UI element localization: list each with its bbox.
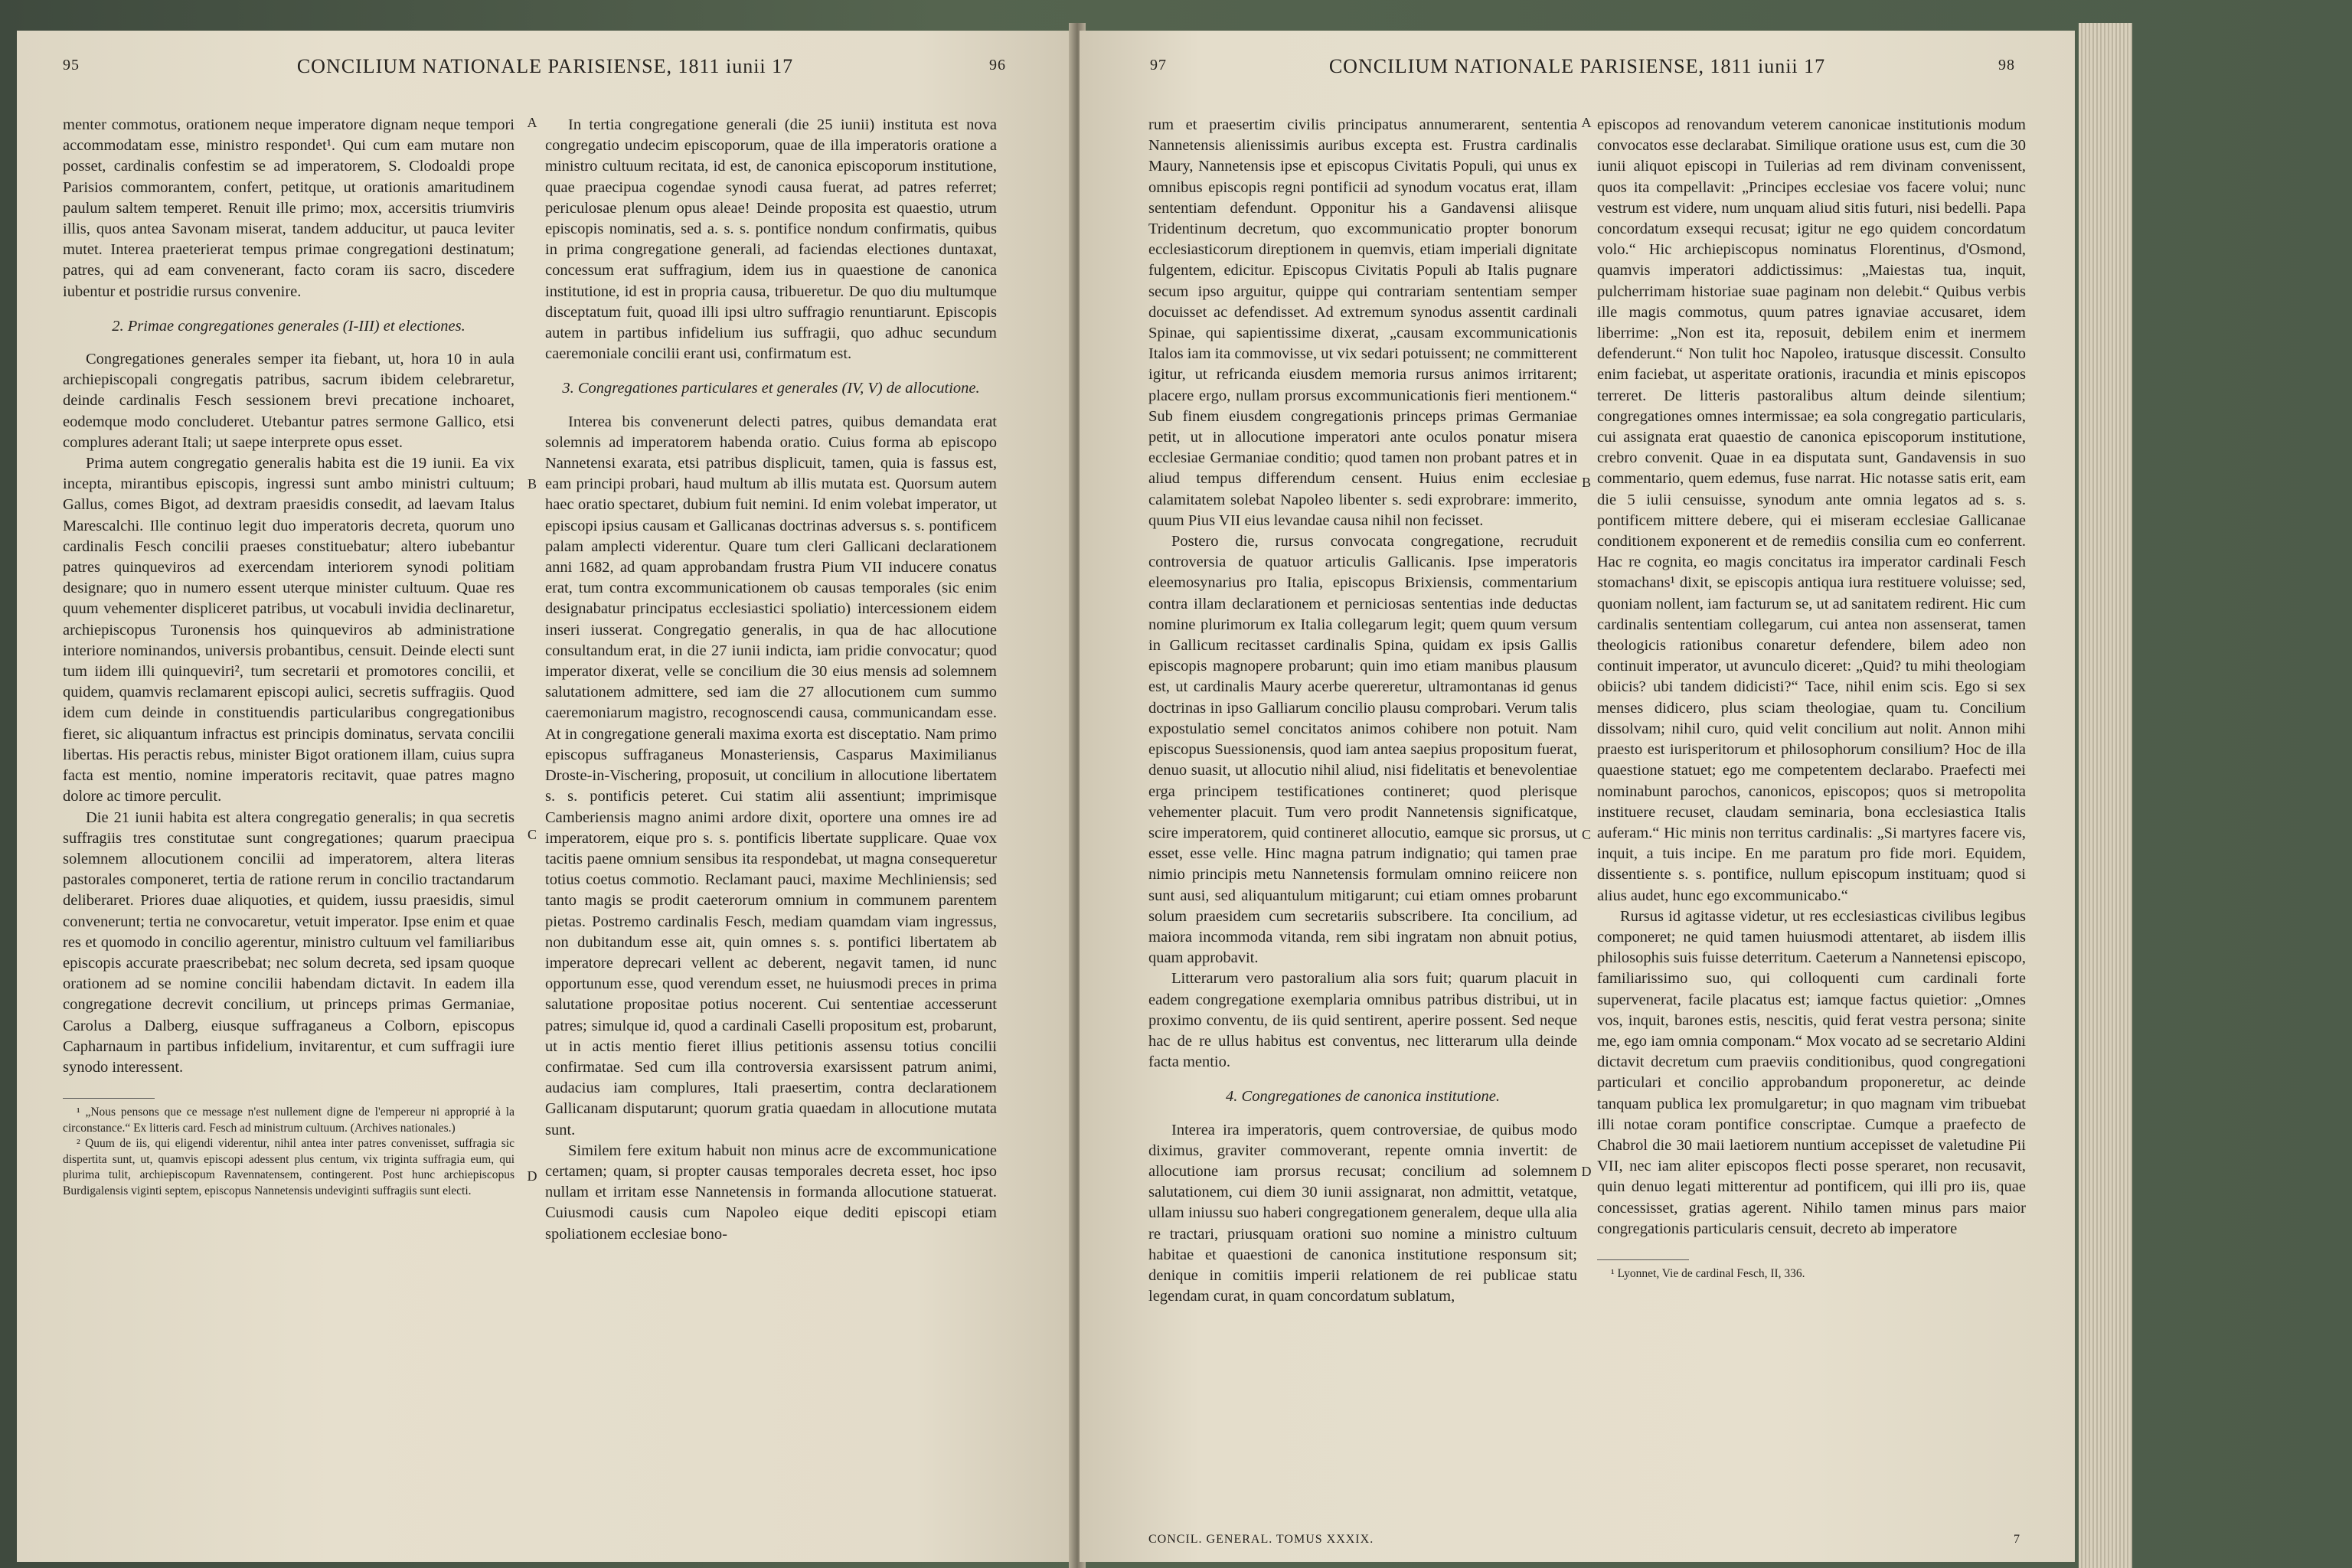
left-page-column-2 xyxy=(545,115,997,1245)
paragraph: episcopos ad renovandum veterem canonicae institutionis modum convocatos esse declarabat. Similique oratione usus est, cum die 30 iunii aliquot episcopi in Tuilerias ad rem divinam convenissent, quos ita compellavit: „Principes ecclesiae vos facere volui; nunc vestrum est videre, num unquam aliud sitis futuri, nisi bedelli. Papa concordatum exsequi recusat; igitur ne ego quidem concordatum volo.“ Hic archiepiscopus nominatus Florentinus, d'Osmond, quamvis imperatori addictissimus: „Maiestas tua, inquit, pulcherrimam historiae suae paginam non delebit.“ Quibus verbis ille magis commotus, quum patres ignaviae accusaret, idem liberrime: „Non est ita, reposuit, debilem enim et inermem defenderunt.“ Non tulit hoc Napoleo, iratusque discessit. Consulto enim faciebat, ut asperitate orationis, iracundia et minis episcopos terreret. De litteris pastoralibus altum deinde silentium; congregationes omnes intermissae; ea sola congregatio particularis, cui assignata erat quaestio de canonica episcoporum institutione, crebro convenit. Quae in ea disputata sunt, Gandavensis in suo commentario, quem edemus, fuse narrat. Hic notasse satis erit, eam die 5 iulii censuisse, synodum ante omnia legatos ad s. s. pontificem mittere debere, qui ei miseram ecclesiae Gallicanae conditionem exponerent et de remediis consilia cum eo conferrent. Hac re cognita, eo magis concitatus ira imperator cardinali Fesch stomachans¹ dixit, se episcopis antiqua iura restituere voluisse; sed, quoniam nollent, iam facturum se, ut ad sanitatem redirent. Hic cum cardinalis sententiam collegarum, cui antea non assenserat, tamen theologicis rationibus conaretur defendere, bilem adeo non continuit imperator, ut avunculo diceret: „Quid? tu mihi theologiam obiicis? ubi tandem didicisti?“ Tace, nihil enim scis. Ego si sex menses didicero, plus sciam theologiae, quam tu. Concilium dissolvam; nihil curo, quid velit concilium aut nolit. Annon mihi praesto est iurisperitorum et philosophorum consilium? Hoc de illa quaestione statuet; ego me competentem declarabo. Praefecti mei nominabunt parochos, canonicos, episcopos; quos si metropolita instituere recuset, claudam seminaria, bona ecclesiastica Italis auferam.“ Hic minis non territus cardinalis: „Si martyres facere vis, inquit, a tuis incipe. En me paratum pro fide mori. Equidem, dissentiente s. s. pontifice, nullum episcopum instituam; quod si alius audet, hunc ego excommunicabo.“ xyxy=(1597,116,2026,904)
paragraph: Die 21 iunii habita est altera congregatio generalis; in qua secretis suffragiis tres constitutae sunt congregationes; quarum praecipua solemnem allocutionem concilii ad imperatorem, altera literas pastorales componeret, tertia de ratione rerum in concilio tractandarum deliberaret. Priores duae aliquoties, et quidem, iussu praesidis, simul convenerunt; tertia ne convocaretur, vetuit imperator. Ipse enim et quae res et quomodo in concilio agerentur, ministro cultuum vel familiaribus episcopis accurate praescribebat; nec solum decreta, sed ipsam quoque orationem ad se nomine concilii habendam dictavit. In eadem illa congregatione decrevit concilium, ut princeps primas Germaniae, Carolus a Dalberg, eiusque suffraganeus a Colborn, episcopus Capharnaum in partibus infidelium, invitarentur, et cum suffragii iure synodo interessent. xyxy=(63,808,514,1076)
paragraph: menter commotus, orationem neque imperatore dignam neque tempori accommodatam esse, ministro respondet¹. Qui cum eam mutare non posset, cardinalis confestim se ad imperatorem, S. Clodoaldi prope Parisios commorantem, confert, petitque, ut orationis amaritudinem paulum saltem temperet. Renuit ille primo; mox, accersitis triumviris illis, quos antea Savonam miserat, tandem adducitur, ut pauca leviter mutet. Interea praeterierat tempus primae congregationi destinatum; patres, qui ad eam convenerant, facto coram iis sacro, discedere iubentur et postridie rursus convenire. xyxy=(63,116,514,300)
page-number-95: 95 xyxy=(63,57,80,74)
right-page-column-2 xyxy=(1597,115,2026,1282)
section-heading: 3. Congregationes particulares et generales (IV, V) de allocutione. xyxy=(562,380,980,397)
right-page-column-1 xyxy=(1148,115,1577,1307)
margin-mark: D xyxy=(1581,1164,1592,1179)
running-title-left: CONCILIUM NATIONALE PARISIENSE, 1811 iunii 17 xyxy=(296,55,794,77)
margin-mark: A xyxy=(1581,115,1592,130)
margin-mark: B xyxy=(527,476,537,492)
left-page-column-1 xyxy=(63,115,514,1199)
paragraph: rum et praesertim civilis principatus annumerarent, sententia Nannetensis alienissimis auribus excepta est. Frustra cardinalis Maury, Nannetensis ipse et episcopus Civitatis Populi, qui unus ex omnibus episcopis regni pontificii ad synodum vocatus erat, illam sententiam defendunt. Opponitur his a Gandavensi aliisque Tridentinum decretum, quo excommunicatio propter bonorum ecclesiasticorum direptionem in quemvis, etiam imperiali dignitate fulgentem, edicitur. Episcopus Civitatis Populi ab Italis pugnare secum ipso arguitur, quippe qui contrariam sententiam semper docuisset ac defendisset. Ad extremum synodus assentit cardinali Spinae, qui sapientissime dixerat, „causam excommunicationis Italos iam ita commovisse, ut vix sedari potuissent; ne committerent igitur, ut refricanda eiusdem memoria rursus animos irritarent; placere ergo, nullam prorsus excommunicationis fieri mentionem.“ Sub finem eiusdem congregationis princeps primas Germaniae petit, ut in allocutione imperatori ante oculos ponatur misera ecclesiae Germaniae conditio; quod tamen non probant patres et in aliud tempus differendum censent. Huius enim ecclesiae calamitatem solebat Napoleo libenter s. sedi exprobrare: immerito, quum Pius VII eius levandae causa nihil non fecisset. xyxy=(1148,116,1577,529)
page-number-98: 98 xyxy=(1998,57,2015,74)
margin-mark: C xyxy=(527,827,537,842)
paragraph: Interea bis convenerunt delecti patres, quibus demandata erat solemnis ad imperatorem habenda oratio. Cuius forma ab episcopo Nannetensi exarata, etsi patribus displicuit, tamen, quia is fassus est, eam principi probari, haud multum ab illis mutata est. Quorsum autem haec oratio spectaret, dubium fuit nemini. Id enim volebat imperator, ut episcopi ipsius causam et Gallicanas doctrinas adversus s. s. pontificem palam amplecti viderentur. Quare tum cleri Gallicani declarationem anni 1682, ad quam approbandam frustra Pium VII inducere conatus erat, tum contra excommunicationem ob causas temporales (sic enim designabatur principatus ecclesiastici spoliatio) intercessionem eidem inseri iusserat. Congregatio generalis, in qua de hac allocutione consultandum erat, in die 27 iunii indicta, iam pridie convocatur; quod imperator dixerat, velle se concilium die 30 eius mensis ad solemnem salutationem admittere, sed iam die 27 allocutionem cum summo caeremoniarum magistro, recognoscendi causa, communicandam esse. At in congregatione generali maxima exorta est disceptatio. Nam primo episcopus suffraganeus Monasteriensis, Casparus Maximilianus Droste-in-Vischering, proposuit, ut concilium in allocutione libertatem s. s. pontificis peteret. Cui statim alii assentiunt; imprimisque Camberiensis magno animi ardore dixit, oportere una omnes ire ad imperatorem, eique pro s. s. pontificis libertate supplicare. Quae vox tacitis paene omnium sensibus ita respondebat, ut magna consequeretur totius coetus commotio. Reclamant pauci, maxime Mechliniensis; sed tanto magis se prodit caeterorum omnium in communem parentem pietas. Postremo cardinalis Fesch, mediam quamdam viam ingressus, non dubitandum esse ait, quin omnes s. s. pontifici libertatem ab imperatore deprecari vellent ac deberent, negavit tamen, id nunc opportunum esse, quod verendum esset, ne huiusmodi preces in prima salutatione propositae potius nocerent. Cui sententiae accesserunt patres; simulque id, quod a cardinali Caselli propositum est, probarunt, ut in actis mentio fieret illius petitionis assensu totius concilii confirmatae. Sed cum illa controversia exarsissent patrum animi, audacius iam complures, Itali praesertim, contra declarationem Gallicanam disputarunt; quorum gratia quaedam in allocutione mutata sunt. xyxy=(545,413,997,1138)
book-page-edges xyxy=(2079,23,2132,1568)
footnote-rule xyxy=(63,1098,155,1099)
margin-mark: D xyxy=(527,1168,537,1184)
footnote: ² Quum de iis, qui eligendi viderentur, nihil antea inter patres convenisset, suffragia sic dispertita sunt, ut, quamvis episcopi adessent plus centum, vix triginta suffragia eum, qui plurima tulit, archiepiscopum Ravennatensem, contingerent. Post hunc archiepiscopus Burdigalensis viginti septem, episcopus Nannetensis undeviginti suffragiis sunt electi. xyxy=(63,1137,514,1197)
margin-mark: A xyxy=(527,115,537,130)
margin-mark: C xyxy=(1581,827,1591,842)
section-heading: 2. Primae congregationes generales (I-III) et electiones. xyxy=(112,317,466,335)
paragraph: Similem fere exitum habuit non minus acre de excommunicatione certamen; quam, si propter causas temporales decreta esset, hoc ipso nullam et irritam esse Nannetensis in formanda allocutione statuerat. Cuiusmodi causis cum Napoleo eique dediti episcopi etiam spoliationem ecclesiae bono- xyxy=(545,1142,997,1243)
section-heading: 4. Congregationes de canonica institutione. xyxy=(1226,1088,1500,1106)
signature-line: CONCIL. GENERAL. TOMUS XXXIX. xyxy=(1148,1533,1374,1546)
signature-number: 7 xyxy=(2014,1533,2020,1546)
paragraph: Rursus id agitasse videtur, ut res ecclesiasticas civilibus legibus componeret; ne quid tamen huiusmodi attentaret, ab iisdem illis philosophis suis fuisse deterritum. Caeterum a Nannetensi episcopo, familiarissimo suo, qui colloquenti cum cardinali forte supervenerat, facile placatus est; iamque factus quietior: „Omnes vos, inquit, barones estis, nescitis, quid ferat vestra persona; sinite me, ego iam omnia componam.“ Mox vocato ad se secretario Aldini dictavit decretum cum praeviis conditionibus, quod congregationi particulari et concilio approbandum proponeretur, ac deinde tanquam publica lex promulgaretur; in quo magnam vim tribuebat illi notae coram pontifice conscriptae. Cumque a praefecto de Chabrol die 30 maii laetiorem nuntium accepisset de valetudine Pii VII, nec iam aliter episcopos flecti posse speraret, non recusavit, quin denuo legati mitterentur ad pontificem, qui illi pro iis, quae concessisset, gratias agerent. Nihilo tamen minus pars maior congregationis particularis censuit, decreto ab imperatore xyxy=(1597,907,2026,1237)
paragraph: In tertia congregatione generali (die 25 iunii) instituta est nova congregatio undecim episcoporum, quae de illa imperatoris oratione a ministro cultuum recitata, id est, de canonica episcoporum institutione, quae praecipua cogendae synodi causa fuerat, ad patres referret; periculosae plenum opus aleae! Deinde proposita est quaestio, utrum episcopis nominatis, sed a. s. s. pontifice nondum confirmatis, quibus in prima congregatione generali, ad faciendas electiones duntaxat, concessum erat suffragium, idem ius in quaestione de canonica institutione, id est in propria causa, tribueretur. De quo diu multumque disceptatum fuit, quoad illi ipsi ultro suffragio renuntiarunt. Episcopis autem in partibus infidelium ius suffragii, quo adhuc secundum caeremoniale concilii erant usi, confirmatum est. xyxy=(545,116,997,363)
footnote: ¹ „Nous pensons que ce message n'est nullement digne de l'empereur ni approprié à la circonstance.“ Ex litteris card. Fesch ad ministrum cultuum. (Archives nationales.) xyxy=(63,1106,514,1135)
right-page-header xyxy=(1080,52,2075,83)
page-number-96: 96 xyxy=(989,57,1006,74)
left-page-header xyxy=(17,52,1073,83)
footnote-rule xyxy=(1597,1259,1689,1260)
left-page xyxy=(17,31,1073,1562)
paragraph: Interea ira imperatoris, quem controversiae, de quibus modo diximus, graviter commoverant, repente omnia invertit: de allocutione iam prorsus recusat; concilium ad solemnem salutationem, cui diem 30 iunii assignarat, non admittit, vetatque, ullam iniussu suo haberi congregationem generalem, deque ulla alia re tractari, priusquam orationi suo nomine a ministro cultuum habitae et quaestioni de canonica institutione responsum sit; denique in comitiis imperii relationem de rei publicae statu legendam curat, in quam concordatum sublatum, xyxy=(1148,1121,1577,1305)
paragraph: Congregationes generales semper ita fiebant, ut, hora 10 in aula archiepiscopali congregatis patribus, sacrum ibidem celebraretur, deinde cardinalis Fesch sessionem brevi precatione inchoaret, eodemque modo concluderet. Utebantur patres sermone Gallico, etsi complures aderant Itali; ut saepe interprete opus esset. xyxy=(63,351,514,451)
paragraph: Postero die, rursus convocata congregatione, recruduit controversia de quatuor articulis Gallicanis. Ipse imperatoris eleemosynarius pro Italia, episcopus Brixiensis, commentarium contra illam declarationem et perniciosas sententias inde deductas nomine plurimorum ex Italia collegarum legit; quem quum versum in Gallicum recitasset cardinalis Spina, quidam ex ipsis Gallis episcopis magnopere probarunt; quin imo etiam manibus plausum est, ut cardinalis Maury acerbe quereretur, ultramontanas id genus doctrinas in ipso Galliarum concilio plausu comprobari. Verum talis expostulatio semel concitatos animos cohibere non potuit. Nam episcopus Suessionensis, quod iam antea saepius propositum fuerat, denuo suasit, ut allocutio nihil aliud, nisi fidelitatis et benevolentiae erga principem testificationes contineret; quod plerisque vehementer placuit. Tum vero prodit Nannetensis significatque, scire imperatorem, quid contineret allocutio, eamque sic prorsus, ut esset, esse velle. Hinc magna patrum indignatio; qui tamen prae nimio principis metu Nannetensis formulam omnino reiicere non sunt ausi, sed aliquantulum mitigarunt; cui etiam omnes probarunt solum praesidem cum secretariis subscribere. Ita concilium, ad maiora incommoda vitanda, rem sibi ingratam non abnuit potius, quam approbavit. xyxy=(1148,533,1577,967)
margin-mark: B xyxy=(1581,475,1591,490)
paragraph: Prima autem congregatio generalis habita est die 19 iunii. Ea vix incepta, mirantibus episcopis, ingressi sunt ambo ministri cultuum; Gallus, comes Bigot, ad dextram praesidis consedit, ad laevam Italus Marescalchi. Ille continuo legit duo imperatoris decreta, quorum uno cardinalis Fesch concilii praeses constituebatur; altero iubebantur patres quinqueviros ad exercendam interiorem synodi politiam designare; quo in numero essent uterque minister cultuum. Quae res quum vehementer displiceret patribus, ut vocabuli invidia declinaretur, archiepiscopus Turonensis hos quinqueviros ab administratione interiore nominandos, universis probantibus, censuit. Deinde electi sunt tum iidem illi quinqueviri², tum secretarii et promotores concilii, et quidem, quamvis reclamarent episcopi aulici, secretis suffragiis. Quod idem cum deinde in constituendis particularibus congregationibus fieret, sic aliquantum infractus est principis dominatus, servata concilii libertas. His peractis rebus, minister Bigot orationem illam, cuius supra facta est mentio, nomine imperatoris recitavit, quae patres magno dolore ac timore perculit. xyxy=(63,455,514,805)
running-title-right: CONCILIUM NATIONALE PARISIENSE, 1811 iunii 17 xyxy=(1328,55,1826,77)
paragraph: Litterarum vero pastoralium alia sors fuit; quarum placuit in eadem congregatione exemplaria omnibus patribus distribui, ut in proximo conventu, de iis quid sentirent, aperire possent. Sed neque hac de re ullus habitus est conventus, nec litterarum ulla deinde facta mentio. xyxy=(1148,970,1577,1071)
right-page xyxy=(1080,31,2075,1562)
footnote: ¹ Lyonnet, Vie de cardinal Fesch, II, 336. xyxy=(1611,1266,1805,1280)
page-number-97: 97 xyxy=(1150,57,1167,74)
